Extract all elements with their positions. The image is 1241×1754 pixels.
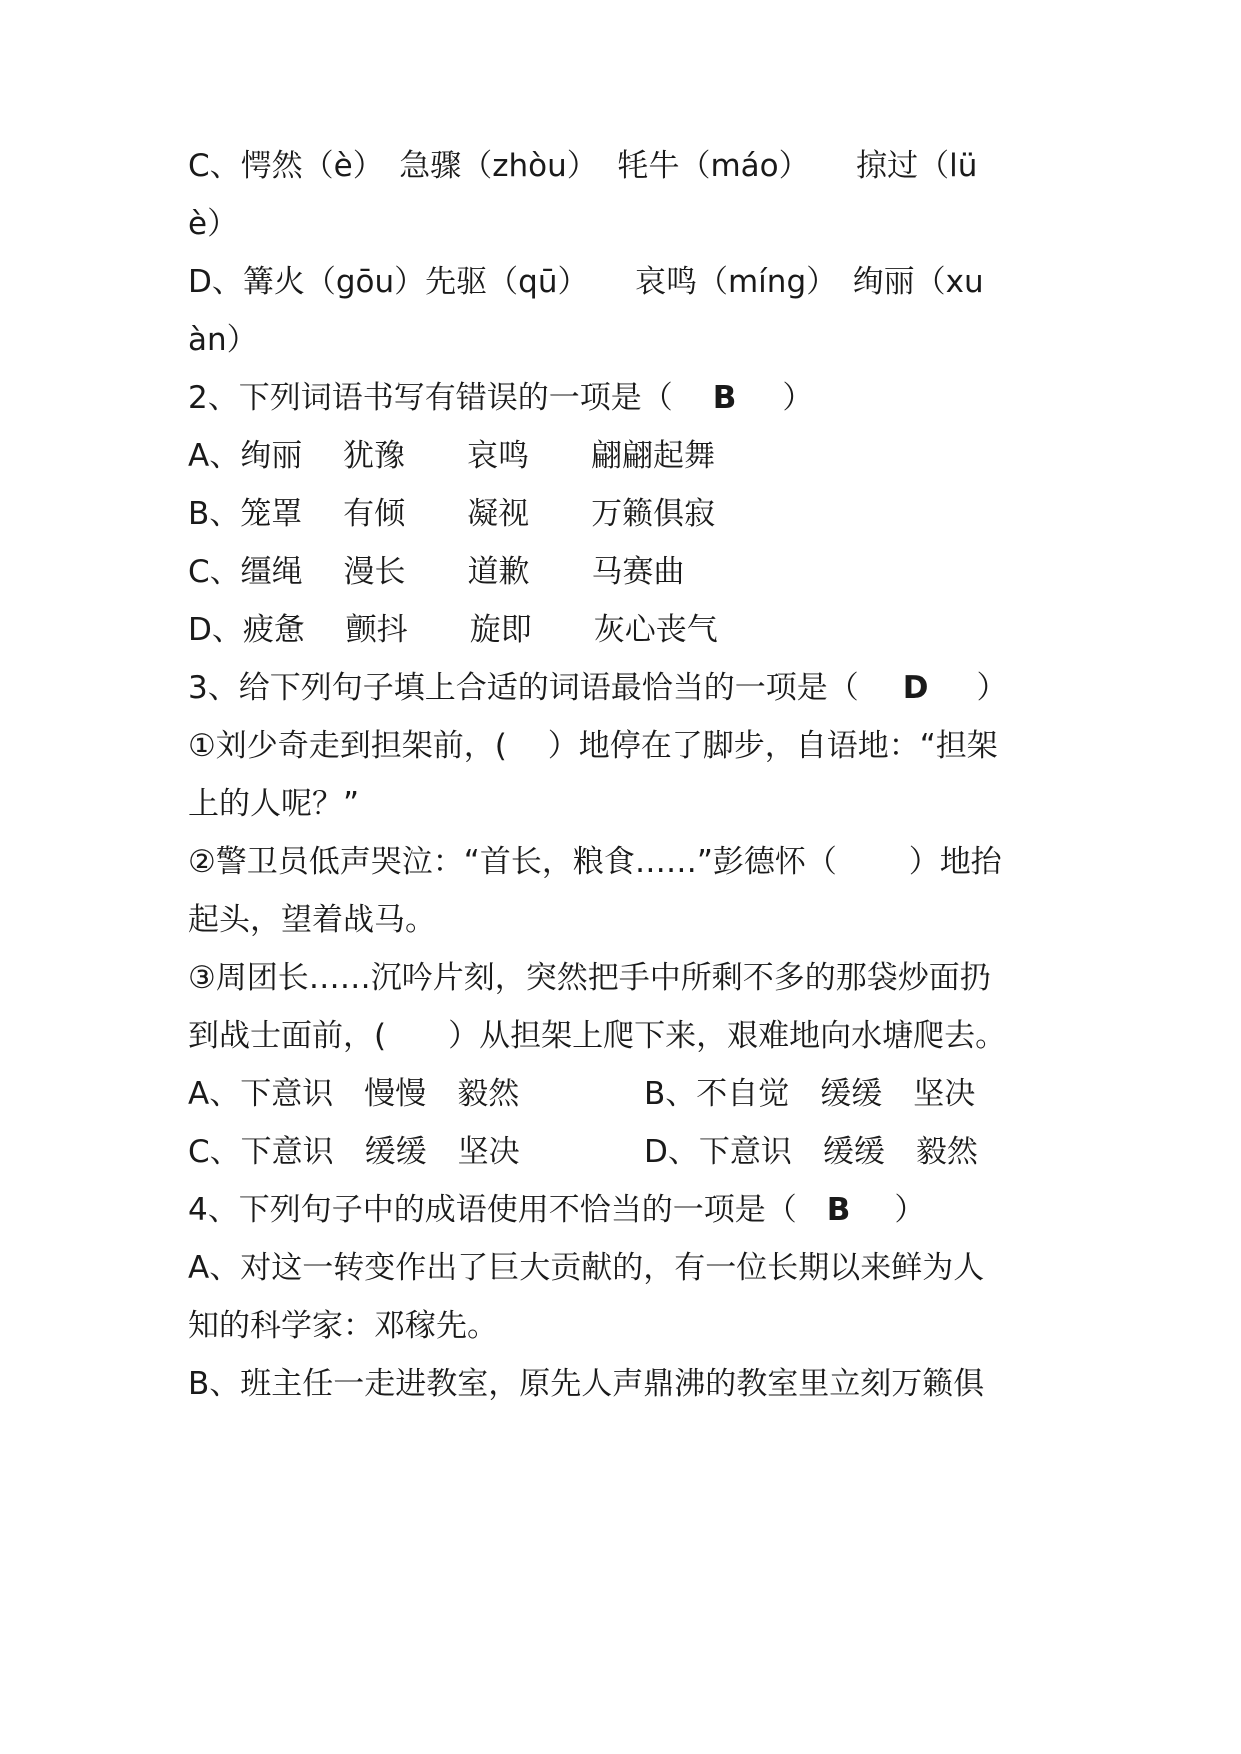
q1-option-d-continued: àn） xyxy=(188,322,258,358)
q3-sentence-2: ②警卫员低声哭泣：“首长，粮食……”彭德怀（ ）地抬 xyxy=(188,844,1002,880)
q3-stem-close: ） xyxy=(976,670,1008,706)
q1-option-d: D、篝火（gōu）先驱（qū） 哀鸣（míng） 绚丽（xu xyxy=(188,264,984,300)
q4-answer: B xyxy=(826,1192,851,1228)
q3-sentence-2-continued: 起头，望着战马。 xyxy=(188,902,436,938)
q3-sentence-1-continued: 上的人呢？” xyxy=(188,786,360,822)
q3-option-c: C、下意识 缓缓 坚决 xyxy=(188,1134,520,1170)
q2-stem-close: ） xyxy=(782,380,814,416)
q2-option-c: C、缰绳 漫长 道歉 马赛曲 xyxy=(188,554,685,590)
q3-stem-text: 3、给下列句子填上合适的词语最恰当的一项是（ xyxy=(188,670,859,706)
q2-stem xyxy=(188,378,1068,418)
q4-option-a: A、对这一转变作出了巨大贡献的，有一位长期以来鲜为人 xyxy=(188,1250,985,1286)
q2-option-b: B、笼罩 有倾 凝视 万籁俱寂 xyxy=(188,496,716,532)
q3-answer: D xyxy=(902,670,929,706)
q3-option-b: B、不自觉 缓缓 坚决 xyxy=(644,1076,976,1112)
q3-sentence-1: ①刘少奇走到担架前，( ）地停在了脚步，自语地：“担架 xyxy=(188,728,998,764)
q2-option-d: D、疲惫 颤抖 旋即 灰心丧气 xyxy=(188,612,718,648)
q2-answer: B xyxy=(712,380,737,416)
q4-stem-close: ） xyxy=(894,1192,926,1228)
q1-option-c-continued: è） xyxy=(188,206,239,242)
q3-option-d: D、下意识 缓缓 毅然 xyxy=(644,1134,978,1170)
q4-option-a-continued: 知的科学家：邓稼先。 xyxy=(188,1308,498,1344)
q2-stem-text: 2、下列词语书写有错误的一项是（ xyxy=(188,380,673,416)
q3-stem xyxy=(188,668,1068,708)
q2-option-a: A、绚丽 犹豫 哀鸣 翩翩起舞 xyxy=(188,438,716,474)
q1-option-c: C、愕然（è） 急骤（zhòu） 牦牛（máo） 掠过（lü xyxy=(188,148,978,184)
q3-options-row-2 xyxy=(188,1132,1068,1172)
q3-option-a: A、下意识 慢慢 毅然 xyxy=(188,1076,520,1112)
q3-sentence-3: ③周团长……沉吟片刻，突然把手中所剩不多的那袋炒面扔 xyxy=(188,960,991,996)
q3-options-row-1 xyxy=(188,1074,1068,1114)
q4-stem xyxy=(188,1190,1068,1230)
q3-sentence-3-continued: 到战士面前，( ）从担架上爬下来，艰难地向水塘爬去。 xyxy=(188,1018,1007,1054)
q4-stem-text: 4、下列句子中的成语使用不恰当的一项是（ xyxy=(188,1192,797,1228)
q4-option-b: B、班主任一走进教室，原先人声鼎沸的教室里立刻万籁俱 xyxy=(188,1366,985,1402)
